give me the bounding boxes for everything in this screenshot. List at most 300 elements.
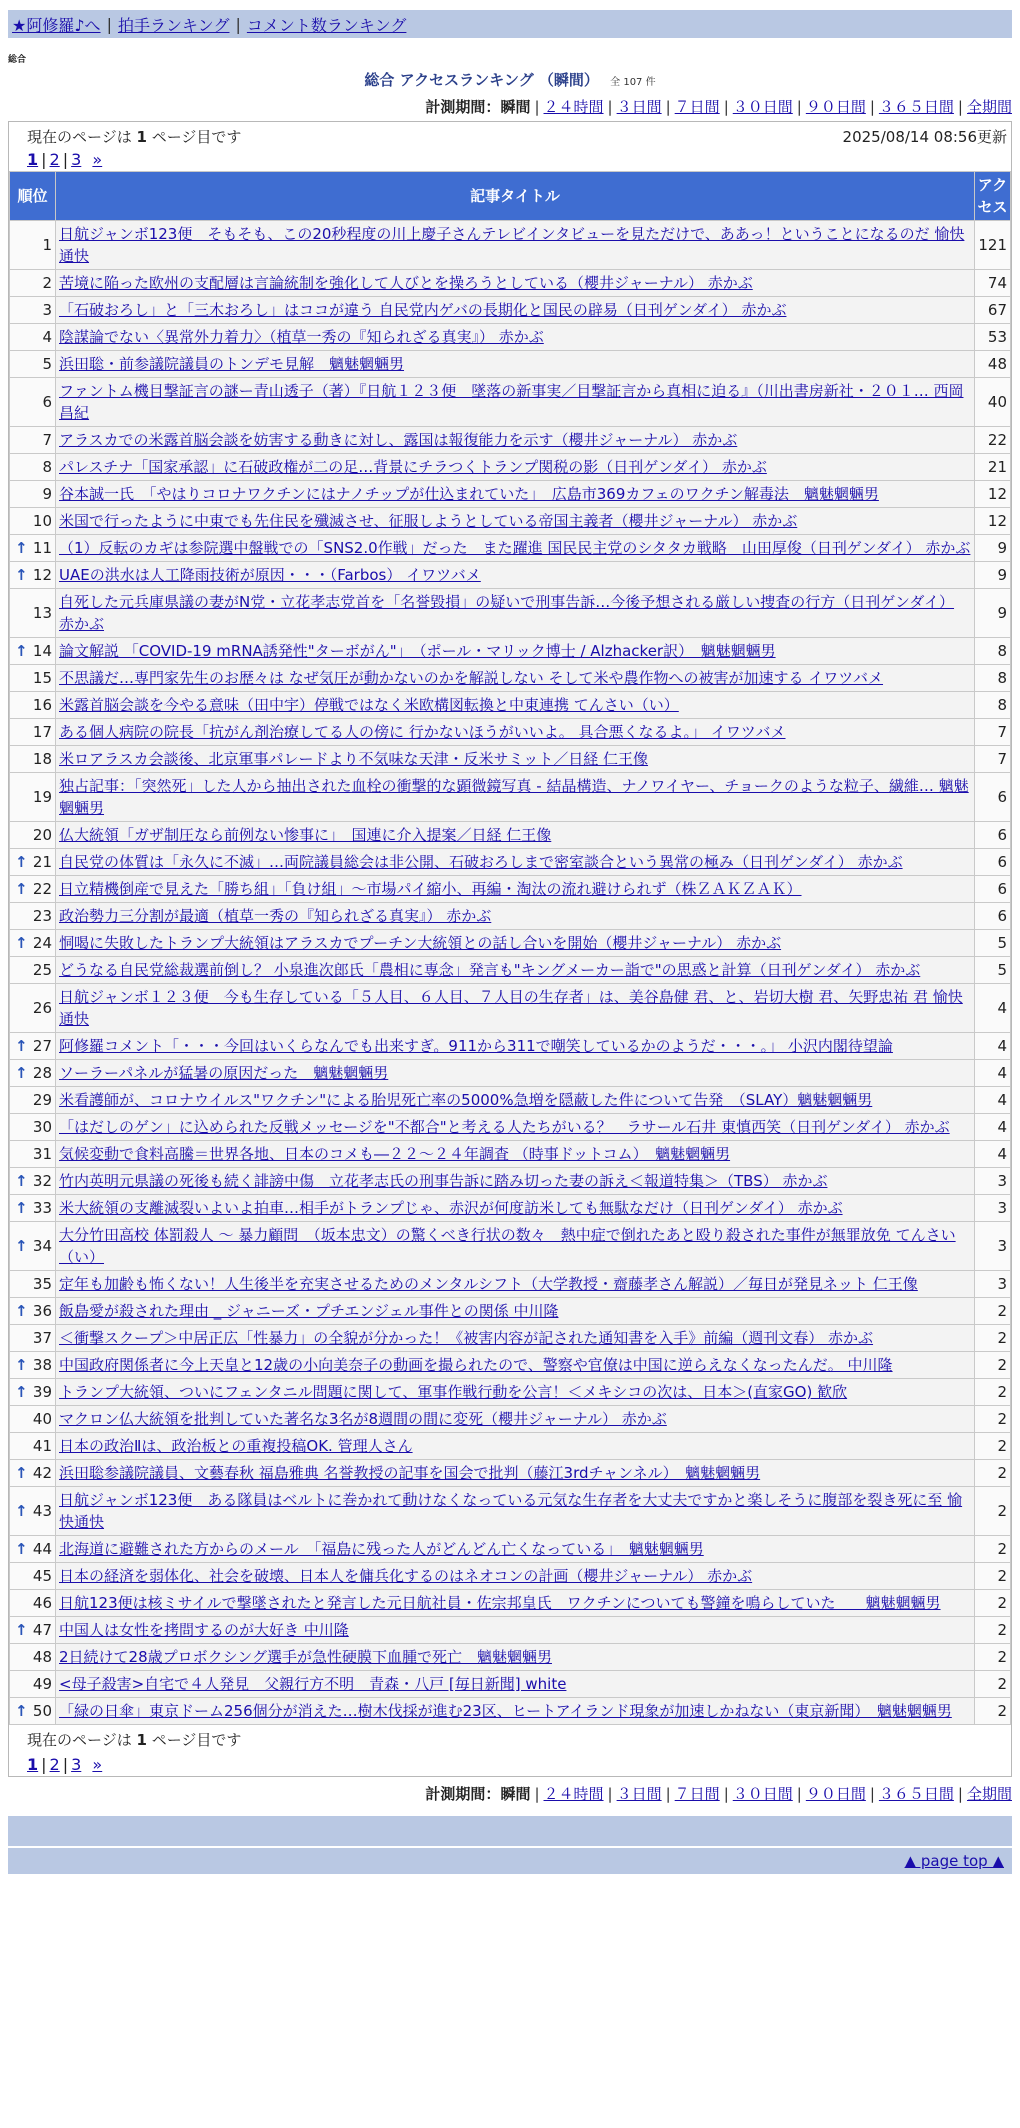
pager-info (9, 122, 1011, 147)
applause-ranking-link[interactable]: 拍手ランキング (117, 15, 230, 35)
rank-number: 24 (32, 934, 52, 952)
table-row (10, 1060, 1011, 1087)
access-count: 9 (975, 535, 1011, 562)
rank-number: 31 (32, 1145, 52, 1163)
table-row (10, 957, 1011, 984)
title-cell (56, 1379, 975, 1406)
table-row (10, 1195, 1011, 1222)
rank-up-arrow-icon: ↑ (15, 539, 28, 557)
period-link-2[interactable]: ７日間 (674, 98, 720, 116)
rank-up-arrow-icon: ↑ (15, 642, 28, 660)
period-label: 計測期間： (425, 98, 501, 116)
ranking-panel (8, 121, 1012, 1777)
rank-cell (10, 1060, 56, 1087)
footer-bar (8, 1816, 1012, 1846)
period-separator: | (869, 1785, 875, 1803)
rank-cell (10, 589, 56, 638)
access-count: 74 (975, 270, 1011, 297)
access-count: 6 (975, 822, 1011, 849)
top-nav-bar (8, 10, 1012, 38)
rank-number: 50 (32, 1702, 52, 1720)
title-cell (56, 1698, 975, 1725)
page-top-bar (8, 1848, 1012, 1874)
rank-number: 22 (32, 880, 52, 898)
article-link[interactable]: 日航ジャンボ123便 そもそも、この20秒程度の川上慶子さんテレビインタビューを見ただけで、ああっ！ということになるのだ 愉快通快 (59, 225, 965, 265)
title-cell (56, 1590, 975, 1617)
period-link-0[interactable]: ２４時間 (543, 98, 604, 116)
period-link-6[interactable]: 全期間 (966, 98, 1012, 116)
table-row (10, 1487, 1011, 1536)
period-current: 瞬間 (500, 98, 531, 116)
access-count: 6 (975, 849, 1011, 876)
access-count: 5 (975, 957, 1011, 984)
rank-cell (10, 1141, 56, 1168)
rank-number: 20 (32, 826, 52, 844)
article-link[interactable]: 苦境に陥った欧州の支配層は言論統制を強化して人びとを操ろうとしている（櫻井ジャーナル） 赤かぶ (59, 274, 753, 292)
period-link-0[interactable]: ２４時間 (543, 1785, 604, 1803)
title-cell (56, 297, 975, 324)
rank-cell (10, 876, 56, 903)
title-cell (56, 1536, 975, 1563)
article-link[interactable]: ソーラーパネルが猛暑の原因だった 魑魅魍魎男 (59, 1064, 389, 1082)
title-cell (56, 1352, 975, 1379)
article-link[interactable]: 論文解説 「COVID-19 mRNA誘発性"ターボがん"」 （ポール・マリック博士 / Alzhacker訳） 魑魅魍魎男 (59, 642, 776, 660)
period-link-1[interactable]: ３日間 (616, 1785, 662, 1803)
title-cell (56, 822, 975, 849)
rank-number: 9 (42, 485, 52, 503)
table-row (10, 351, 1011, 378)
pagination-bottom (9, 1752, 1011, 1776)
article-link[interactable]: 恫喝に失敗したトランプ大統領はアラスカでプーチン大統領との話し合いを開始（櫻井ジャーナル） 赤かぶ (59, 934, 782, 952)
rank-cell (10, 1033, 56, 1060)
title-cell (56, 535, 975, 562)
article-link[interactable]: 日立精機倒産で見えた「勝ち組」「負け組」〜市場パイ縮小、再編・淘汰の流れ避けられず（株ＺＡＫＺＡＫ） (59, 880, 802, 898)
access-count: 21 (975, 454, 1011, 481)
period-link-6[interactable]: 全期間 (966, 1785, 1012, 1803)
title-cell (56, 270, 975, 297)
access-count: 2 (975, 1536, 1011, 1563)
rank-number: 12 (32, 566, 52, 584)
table-row (10, 589, 1011, 638)
period-link-3[interactable]: ３０日間 (732, 98, 793, 116)
table-row (10, 1460, 1011, 1487)
article-link[interactable]: 中国人は女性を拷問するのが大好き 中川隆 (59, 1621, 349, 1639)
article-link[interactable]: 阿修羅コメント「・・・今回はいくらなんでも出来すぎ。911から311で嘲笑しているかのようだ・・・。」 小沢内閣待望論 (59, 1037, 893, 1055)
rank-cell (10, 957, 56, 984)
access-count: 2 (975, 1671, 1011, 1698)
rank-up-arrow-icon: ↑ (15, 1621, 28, 1639)
rank-up-arrow-icon: ↑ (15, 853, 28, 871)
rank-cell (10, 535, 56, 562)
title-cell (56, 692, 975, 719)
page-separator: | (41, 1755, 47, 1774)
table-row (10, 562, 1011, 589)
title-cell (56, 1060, 975, 1087)
period-separator: | (957, 1785, 963, 1803)
table-row (10, 508, 1011, 535)
table-row (10, 378, 1011, 427)
period-link-1[interactable]: ３日間 (616, 98, 662, 116)
total-count: 全 107 件 (610, 77, 656, 88)
article-link[interactable]: 自死した元兵庫県議の妻がN党・立花孝志党首を「名誉毀損」の疑いで刑事告訴…今後予想される厳しい捜査の行方（日刊ゲンダイ） 赤かぶ (59, 593, 955, 633)
page-separator: | (62, 150, 69, 169)
pagination-top (9, 147, 1011, 171)
rank-number: 17 (32, 723, 52, 741)
table-row (10, 1271, 1011, 1298)
table-row (10, 773, 1011, 822)
rank-cell (10, 1352, 56, 1379)
title-cell (56, 454, 975, 481)
access-count: 4 (975, 1141, 1011, 1168)
rank-number: 15 (32, 669, 52, 687)
access-count: 8 (975, 638, 1011, 665)
article-link[interactable]: 日本の経済を弱体化、社会を破壊、日本人を傭兵化するのはネオコンの計画（櫻井ジャーナル） 赤かぶ (59, 1567, 753, 1585)
rank-number: 30 (32, 1118, 52, 1136)
article-link[interactable]: 「はだしのゲン」に込められた反戦メッセージを"不都合"と考える人たちがいる？ ラサール石井 東慎西笑（日刊ゲンダイ） 赤かぶ (59, 1118, 950, 1136)
access-count: 7 (975, 746, 1011, 773)
table-row (10, 746, 1011, 773)
access-count: 22 (975, 427, 1011, 454)
access-count: 2 (975, 1617, 1011, 1644)
rank-number: 11 (32, 539, 52, 557)
table-row (10, 849, 1011, 876)
period-separator: | (957, 98, 963, 116)
table-row (10, 1298, 1011, 1325)
rank-cell (10, 1271, 56, 1298)
rank-cell (10, 822, 56, 849)
rank-number: 25 (32, 961, 52, 979)
title-cell (56, 1271, 975, 1298)
title-cell (56, 876, 975, 903)
page-separator: | (41, 150, 47, 169)
table-row (10, 1433, 1011, 1460)
rank-cell (10, 930, 56, 957)
title-cell (56, 984, 975, 1033)
rank-cell (10, 1536, 56, 1563)
access-count: 2 (975, 1379, 1011, 1406)
rank-cell (10, 454, 56, 481)
title-cell (56, 1487, 975, 1536)
title-cell (56, 1460, 975, 1487)
article-link[interactable]: 日航ジャンボ１２３便 今も生存している「５人目、６人目、７人目の生存者」は、美谷島健 君、と、岩切大樹 君、矢野忠祐 君 愉快通快 (59, 988, 963, 1028)
article-link[interactable]: 竹内英明元県議の死後も続く誹謗中傷 立花孝志氏の刑事告訴に踏み切った妻の訴え＜報道特集＞（TBS） 赤かぶ (59, 1172, 828, 1190)
title-cell (56, 665, 975, 692)
article-link[interactable]: 不思議だ…専門家先生のお歴々は なぜ気圧が動かないのかを解説しない そして米や農作物への被害が加速する イワツバメ (59, 669, 884, 687)
article-link[interactable]: ある個人病院の院長「抗がん剤治療してる人の傍に 行かないほうがいいよ。 具合悪くなるよ。」 イワツバメ (59, 723, 786, 741)
article-link[interactable]: アラスカでの米露首脳会談を妨害する動きに対し、露国は報復能力を示す（櫻井ジャーナル） 赤かぶ (59, 431, 738, 449)
access-count: 4 (975, 1114, 1011, 1141)
access-count: 2 (975, 1460, 1011, 1487)
article-link[interactable]: 米国で行ったように中東でも先住民を殲滅させ、征服しようとしている帝国主義者（櫻井ジャーナル） 赤かぶ (59, 512, 798, 530)
access-count: 40 (975, 378, 1011, 427)
rank-cell (10, 378, 56, 427)
article-link[interactable]: 米大統領の支離滅裂いよいよ拍車…相手がトランプじゃ、赤沢が何度訪米しても無駄なだけ（日刊ゲンダイ） 赤かぶ (59, 1199, 843, 1217)
rank-number: 5 (42, 355, 52, 373)
table-row (10, 822, 1011, 849)
header-rank: 順位 (10, 172, 56, 221)
rank-number: 21 (32, 853, 52, 871)
rank-cell (10, 1325, 56, 1352)
article-link[interactable]: 政治勢力三分割が最適（植草一秀の『知られざる真実』） 赤かぶ (59, 907, 492, 925)
table-row (10, 984, 1011, 1033)
article-link[interactable]: （1）反転のカギは参院選中盤戦での「SNS2.0作戦」だった また躍進 国民民主党のシタタカ戦略 山田厚俊（日刊ゲンダイ） 赤かぶ (59, 539, 971, 557)
rank-cell (10, 1222, 56, 1271)
period-link-4[interactable]: ９０日間 (805, 98, 866, 116)
rank-up-arrow-icon: ↑ (15, 1383, 28, 1401)
article-link[interactable]: 仏大統領「ガザ制圧なら前例ない惨事に」 国連に介入提案／日経 仁王像 (59, 826, 552, 844)
period-separator: | (723, 98, 729, 116)
rank-up-arrow-icon: ↑ (15, 1302, 28, 1320)
article-link[interactable]: ＜衝撃スクープ＞中居正広「性暴力」の全貌が分かった！《被害内容が記された通知書を入手》前編（週刊文春） 赤かぶ (59, 1329, 874, 1347)
access-count: 9 (975, 589, 1011, 638)
table-row (10, 427, 1011, 454)
title-cell (56, 1141, 975, 1168)
article-link[interactable]: 谷本誠一氏 「やはりコロナワクチンにはナノチップが仕込まれていた」 広島市369カフェのワクチン解毒法 魑魅魍魎男 (59, 485, 879, 503)
rank-cell (10, 221, 56, 270)
access-count: 4 (975, 1060, 1011, 1087)
title-cell (56, 508, 975, 535)
rank-number: 14 (32, 642, 52, 660)
period-selector-bottom (0, 1783, 1012, 1804)
article-link[interactable]: 陰謀論でない〈異常外力着力〉（植草一秀の『知られざる真実』） 赤かぶ (59, 328, 544, 346)
rank-cell (10, 1168, 56, 1195)
title-cell (56, 562, 975, 589)
title-cell (56, 1195, 975, 1222)
article-link[interactable]: 浜田聡・前参議院議員のトンデモ見解 魑魅魍魎男 (59, 355, 405, 373)
rank-number: 7 (42, 431, 52, 449)
table-row (10, 1141, 1011, 1168)
access-count: 53 (975, 324, 1011, 351)
table-row (10, 1536, 1011, 1563)
title-cell (56, 746, 975, 773)
period-separator: | (607, 98, 613, 116)
article-link[interactable]: 北海道に避難された方からのメール 「福島に残った人がどんどん亡くなっている」 魑魅魍魎男 (59, 1540, 704, 1558)
rank-cell (10, 1590, 56, 1617)
title-cell (56, 849, 975, 876)
nav-separator: | (106, 14, 112, 34)
article-link[interactable]: 浜田聡参議院議員、文藝春秋 福島雅典 名誉教授の記事を国会で批判（藤江3rdチャンネル） 魑魅魍魎男 (59, 1464, 761, 1482)
rank-up-arrow-icon: ↑ (15, 1037, 28, 1055)
access-count: 6 (975, 773, 1011, 822)
rank-number: 39 (32, 1383, 52, 1401)
table-row (10, 270, 1011, 297)
period-separator: | (534, 98, 540, 116)
title-cell (56, 378, 975, 427)
table-row (10, 903, 1011, 930)
article-link[interactable]: 米看護師が、コロナウイルス"ワクチン"による胎児死亡率の5000%急増を隠蔽した件について告発 （SLAY）魑魅魍魎男 (59, 1091, 873, 1109)
article-link[interactable]: 日本の政治Ⅱは、政治板との重複投稿OK. 管理人さん (59, 1437, 413, 1455)
article-link[interactable]: トランプ大統領、ついにフェンタニル問題に関して、軍事作戦行動を公言！＜メキシコの次は、日本＞(直家GO) 歓欣 (59, 1383, 848, 1401)
period-link-5[interactable]: ３６５日間 (878, 1785, 954, 1803)
rank-cell (10, 1487, 56, 1536)
title-cell (56, 589, 975, 638)
rank-cell (10, 1114, 56, 1141)
rank-up-arrow-icon: ↑ (15, 1502, 28, 1520)
article-link[interactable]: 独占記事：「突然死」した人から抽出された血栓の衝撃的な顕微鏡写真 - 結晶構造、ナノワイヤー、チョークのような粒子、繊維… 魑魅魍魎男 (59, 777, 969, 817)
rank-cell (10, 1460, 56, 1487)
table-row (10, 1590, 1011, 1617)
next-page-link[interactable]: » (92, 1755, 103, 1774)
period-separator: | (534, 1785, 540, 1803)
rank-cell (10, 719, 56, 746)
access-count: 5 (975, 930, 1011, 957)
article-link[interactable]: 「石破おろし」と「三木おろし」はココが違う 自民党内ゲバの長期化と国民の辟易（日刊ゲンダイ） 赤かぶ (59, 301, 787, 319)
article-link[interactable]: 米露首脳会談を今やる意味（田中宇）停戦ではなく米欧構図転換と中東連携 てんさい（い） (59, 696, 679, 714)
page-link-1[interactable]: 1 (27, 1755, 39, 1774)
page-top-link[interactable]: ▲ page top ▲ (904, 1852, 1004, 1870)
page-link-3[interactable]: 3 (71, 150, 82, 169)
period-separator: | (796, 98, 802, 116)
rank-number: 23 (32, 907, 52, 925)
rank-cell (10, 351, 56, 378)
article-link[interactable]: 「緑の日傘」東京ドーム256個分が消えた…樹木伐採が進む23区、ヒートアイランド現象が加速しかねない（東京新聞） 魑魅魍魎男 (59, 1702, 952, 1720)
article-link[interactable]: 定年も加齢も怖くない！人生後半を充実させるためのメンタルシフト（大学教授・齋藤孝さん解説）／毎日が発見ネット 仁王像 (59, 1275, 918, 1293)
access-count: 2 (975, 1406, 1011, 1433)
header-access: アクセス (975, 172, 1011, 221)
updated-timestamp: 2025/08/14 08:56更新 (842, 128, 1007, 146)
access-count: 4 (975, 1033, 1011, 1060)
next-page-link[interactable]: » (92, 150, 103, 169)
page-link-3[interactable]: 3 (71, 1755, 82, 1774)
article-link[interactable]: 気候変動で食料高騰＝世界各地、日本のコメも―２２～２４年調査 （時事ドットコム） 魑魅魍魎男 (59, 1145, 731, 1163)
period-separator: | (665, 1785, 671, 1803)
article-link[interactable]: 米ロアラスカ会談後、北京軍事パレードより不気味な天津・反米サミット／日経 仁王像 (59, 750, 649, 768)
rank-up-arrow-icon: ↑ (15, 1199, 28, 1217)
table-row (10, 1033, 1011, 1060)
ranking-table (9, 171, 1011, 1725)
access-count: 7 (975, 719, 1011, 746)
rank-cell (10, 270, 56, 297)
title-cell (56, 957, 975, 984)
table-row (10, 1222, 1011, 1271)
current-page-number: 1 (136, 128, 147, 146)
rank-number: 41 (32, 1437, 52, 1455)
rank-number: 40 (32, 1410, 52, 1428)
rank-cell (10, 297, 56, 324)
article-link[interactable]: 中国政府関係者に今上天皇と12歳の小向美奈子の動画を撮られたので、警察や官僚は中国に逆らえなくなったんだ。 中川隆 (59, 1356, 893, 1374)
title-cell (56, 481, 975, 508)
period-link-2[interactable]: ７日間 (674, 1785, 720, 1803)
rank-cell (10, 1087, 56, 1114)
table-row (10, 665, 1011, 692)
access-count: 6 (975, 876, 1011, 903)
period-separator: | (607, 1785, 613, 1803)
period-link-4[interactable]: ９０日間 (805, 1785, 866, 1803)
period-separator: | (723, 1785, 729, 1803)
table-row (10, 1325, 1011, 1352)
rank-up-arrow-icon: ↑ (15, 1237, 28, 1255)
table-row (10, 1671, 1011, 1698)
access-count: 2 (975, 1590, 1011, 1617)
access-count: 121 (975, 221, 1011, 270)
access-count: 9 (975, 562, 1011, 589)
rank-up-arrow-icon: ↑ (15, 1064, 28, 1082)
article-link[interactable]: 大分竹田高校 体罰殺人 〜 暴力顧問 （坂本忠文）の驚くべき行状の数々 熱中症で倒れたあと殴り殺された事件が無罪放免 てんさい（い） (59, 1226, 956, 1266)
title-cell (56, 773, 975, 822)
article-link[interactable]: パレスチナ「国家承認」に石破政権が二の足…背景にチラつくトランプ関税の影（日刊ゲンダイ） 赤かぶ (59, 458, 767, 476)
rank-number: 18 (32, 750, 52, 768)
article-link[interactable]: 日航123便は核ミサイルで撃墜されたと発言した元日航社員・佐宗邦皇氏 ワクチンについても警鐘を鳴らしていた 魑魅魍魎男 (59, 1594, 941, 1612)
period-link-3[interactable]: ３０日間 (732, 1785, 793, 1803)
title-cell (56, 1433, 975, 1460)
table-row (10, 692, 1011, 719)
rank-cell (10, 773, 56, 822)
page-link-2[interactable]: 2 (49, 150, 60, 169)
rank-cell (10, 1406, 56, 1433)
article-link[interactable]: 自民党の体質は「永久に不滅」…両院議員総会は非公開、石破おろしまで密室談合という異常の極み（日刊ゲンダイ） 赤かぶ (59, 853, 903, 871)
rank-number: 43 (32, 1502, 52, 1520)
rank-up-arrow-icon: ↑ (15, 1356, 28, 1374)
rank-cell (10, 665, 56, 692)
table-row (10, 1114, 1011, 1141)
rank-number: 10 (32, 512, 52, 530)
page-link-1[interactable]: 1 (27, 150, 39, 169)
period-label: 計測期間： (425, 1785, 501, 1803)
title-cell (56, 638, 975, 665)
title-cell (56, 719, 975, 746)
title-cell (56, 1671, 975, 1698)
rank-cell (10, 324, 56, 351)
table-row (10, 1406, 1011, 1433)
article-link[interactable]: 飯島愛が殺された理由 _ ジャニーズ・プチエンジェル事件との関係 中川隆 (59, 1302, 559, 1320)
access-count: 2 (975, 1352, 1011, 1379)
page-title (0, 69, 1020, 90)
rank-number: 16 (32, 696, 52, 714)
rank-number: 3 (42, 301, 52, 319)
article-link[interactable]: 日航ジャンボ123便 ある隊員はベルトに巻かれて動けなくなっている元気な生存者を大丈夫ですかと楽しそうに腹部を裂き死に至 愉快通快 (59, 1491, 963, 1531)
rank-up-arrow-icon: ↑ (15, 1702, 28, 1720)
table-row (10, 324, 1011, 351)
table-row (10, 1379, 1011, 1406)
title-cell (56, 1114, 975, 1141)
table-row (10, 1087, 1011, 1114)
rank-number: 36 (32, 1302, 52, 1320)
pager-info-bottom: 現在のページは 1 ページ目です (27, 1731, 242, 1749)
article-link[interactable]: 2日続けて28歳プロボクシング選手が急性硬膜下血腫で死亡 魑魅魍魎男 (59, 1648, 552, 1666)
article-link[interactable]: UAEの洪水は人工降雨技術が原因・・・（Farbos） イワツバメ (59, 566, 481, 584)
access-count: 2 (975, 1487, 1011, 1536)
title-cell (56, 351, 975, 378)
access-count: 2 (975, 1325, 1011, 1352)
period-link-5[interactable]: ３６５日間 (878, 98, 954, 116)
table-row (10, 481, 1011, 508)
access-count: 3 (975, 1168, 1011, 1195)
article-link[interactable]: ファントム機目撃証言の謎ー青山透子（著）『日航１２３便 墜落の新事実／目撃証言から真相に迫る』（川出書房新社・２０１… 西岡昌紀 (59, 382, 964, 422)
rank-number: 27 (32, 1037, 52, 1055)
article-link[interactable]: どうなる自民党総裁選前倒し？ 小泉進次郎氏「農相に専念」発言も"キングメーカー詣で"の思惑と計算（日刊ゲンダイ） 赤かぶ (59, 961, 921, 979)
nav-separator: | (235, 14, 241, 34)
rank-number: 1 (42, 236, 52, 254)
rank-cell (10, 508, 56, 535)
access-count: 67 (975, 297, 1011, 324)
rank-cell (10, 984, 56, 1033)
table-row (10, 1617, 1011, 1644)
author-link[interactable]: ★阿修羅♪へ (12, 15, 101, 35)
ranking-title: 総合 アクセスランキング （瞬間） (364, 71, 599, 89)
page-link-2[interactable]: 2 (49, 1755, 60, 1774)
access-count: 2 (975, 1563, 1011, 1590)
rank-cell (10, 692, 56, 719)
access-count: 3 (975, 1271, 1011, 1298)
article-link[interactable]: <母子殺害>自宅で４人発見 父親行方不明 青森・八戸 [毎日新聞] white (59, 1675, 567, 1693)
table-row (10, 297, 1011, 324)
rank-number: 2 (42, 274, 52, 292)
rank-number: 49 (32, 1675, 52, 1693)
comment-ranking-link[interactable]: コメント数ランキング (246, 15, 407, 35)
access-count: 12 (975, 508, 1011, 535)
article-link[interactable]: マクロン仏大統領を批判していた著名な3名が8週間の間に変死（櫻井ジャーナル） 赤かぶ (59, 1410, 667, 1428)
rank-up-arrow-icon: ↑ (15, 934, 28, 952)
